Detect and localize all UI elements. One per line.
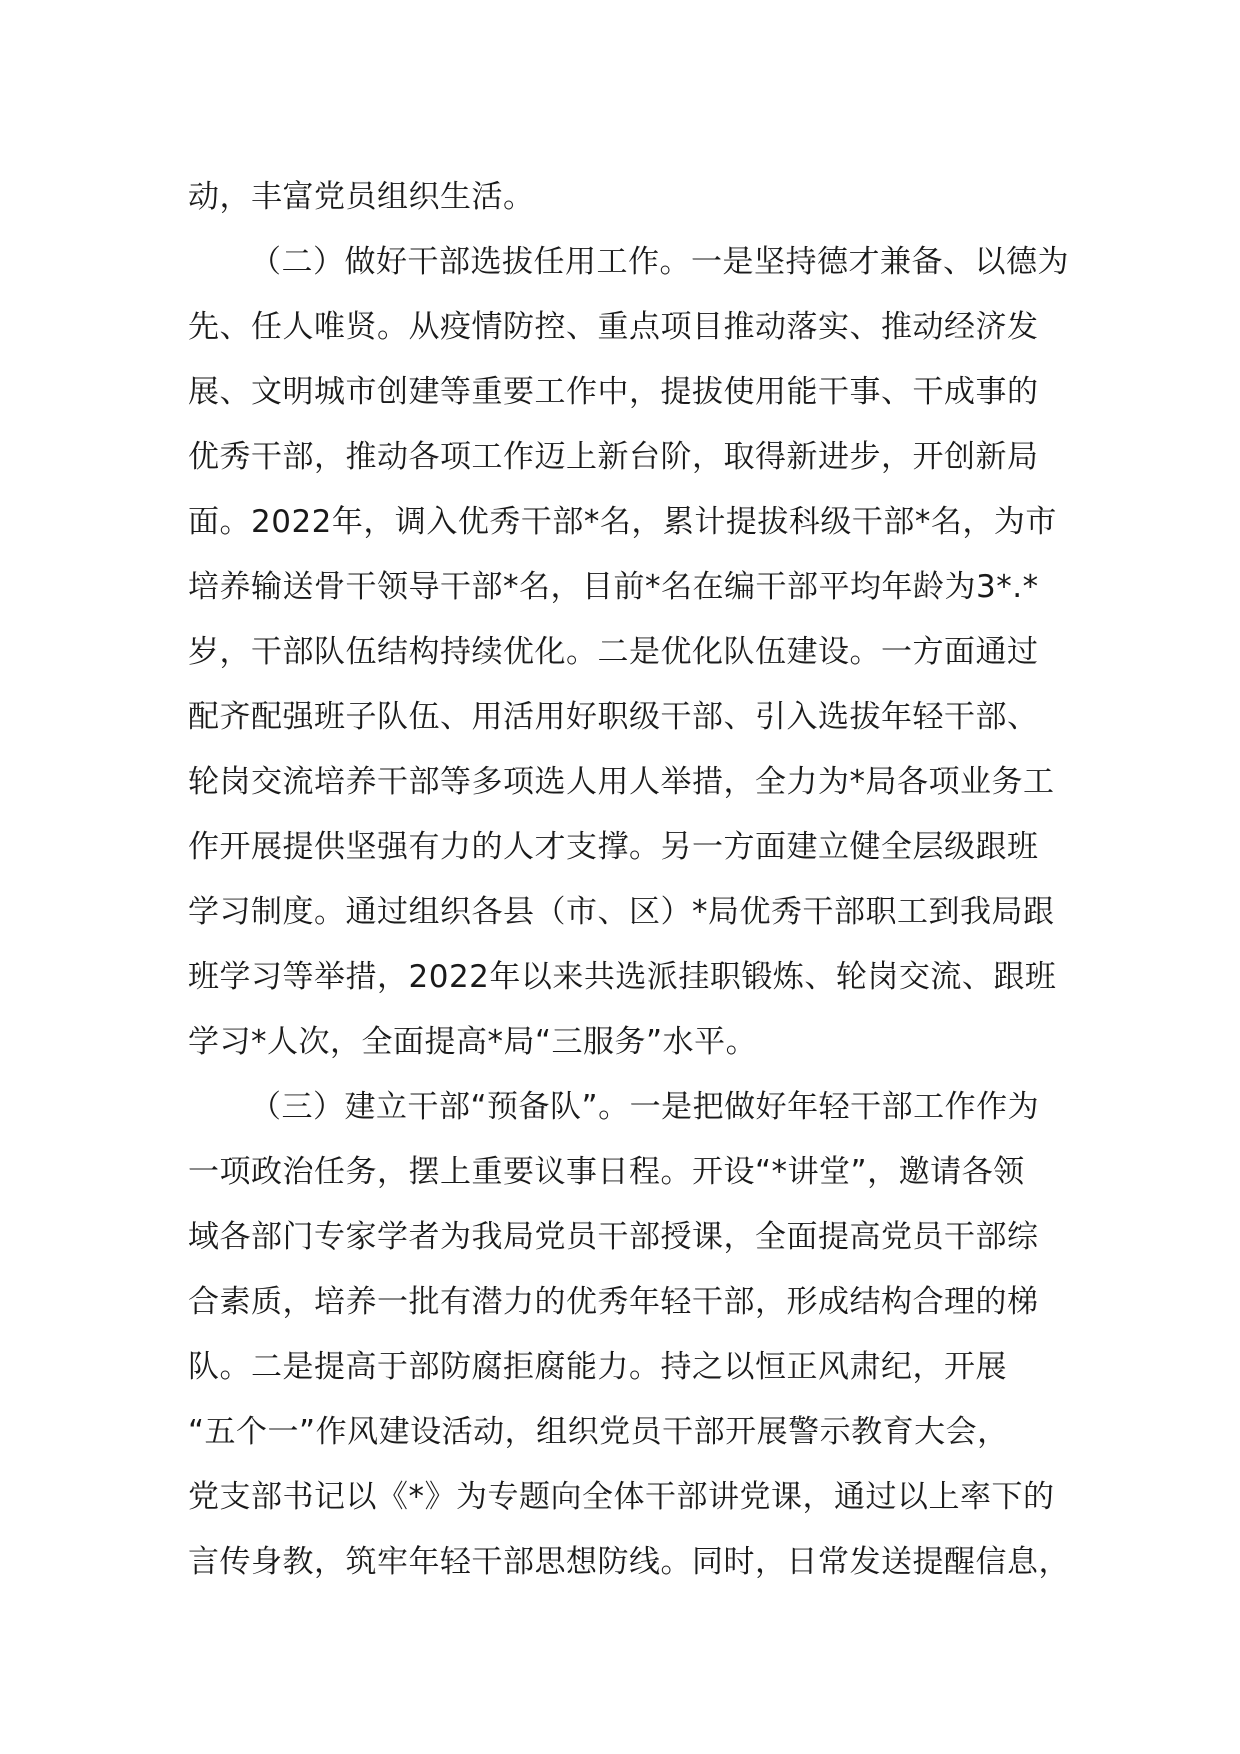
text-line: 作开展提供坚强有力的人才支撑。另一方面建立健全层级跟班: [188, 829, 1039, 865]
text-line: 展、文明城市创建等重要工作中，提拔使用能干事、干成事的: [188, 374, 1039, 410]
text-line: 党支部书记以《*》为专题向全体干部讲党课，通过以上率下的: [188, 1479, 1055, 1515]
text-line: 培养输送骨干领导干部*名，目前*名在编干部平均年龄为3*.*: [188, 569, 1039, 605]
text-line: 一项政治任务，摆上重要议事日程。开设“*讲堂”，邀请各领: [188, 1154, 1025, 1190]
text-line: “五个一”作风建设活动，组织党员干部开展警示教育大会，: [188, 1414, 1009, 1450]
text-line: 言传身教，筑牢年轻干部思想防线。同时，日常发送提醒信息，: [188, 1544, 1070, 1580]
text-line: （三）建立干部“预备队”。一是把做好年轻干部工作作为: [250, 1089, 1040, 1125]
document-body: [188, 165, 1068, 1595]
text-line: 域各部门专家学者为我局党员干部授课，全面提高党员干部综: [188, 1219, 1039, 1255]
text-line: 岁，干部队伍结构持续优化。二是优化队伍建设。一方面通过: [188, 634, 1039, 670]
text-line: 配齐配强班子队伍、用活用好职级干部、引入选拔年轻干部、: [188, 699, 1039, 735]
text-line: 轮岗交流培养干部等多项选人用人举措，全力为*局各项业务工: [188, 764, 1055, 800]
text-line: 学习制度。通过组织各县（市、区）*局优秀干部职工到我局跟: [188, 894, 1055, 930]
text-line: 动，丰富党员组织生活。: [188, 179, 535, 215]
text-line: 先、任人唯贤。从疫情防控、重点项目推动落实、推动经济发: [188, 309, 1039, 345]
text-line: 班学习等举措，2022年以来共选派挂职锻炼、轮岗交流、跟班: [188, 959, 1057, 995]
text-line: 学习*人次，全面提高*局“三服务”水平。: [188, 1024, 758, 1060]
text-line: 队。二是提高于部防腐拒腐能力。持之以恒正风肃纪，开展: [188, 1349, 1007, 1385]
text-line: 面。2022年，调入优秀干部*名，累计提拔科级干部*名，为市: [188, 504, 1057, 540]
text-line: 优秀干部，推动各项工作迈上新台阶，取得新进步，开创新局: [188, 439, 1039, 475]
text-line: 合素质，培养一批有潜力的优秀年轻干部，形成结构合理的梯: [188, 1284, 1039, 1320]
text-line: （二）做好干部选拔任用工作。一是坚持德才兼备、以德为: [250, 244, 1069, 280]
